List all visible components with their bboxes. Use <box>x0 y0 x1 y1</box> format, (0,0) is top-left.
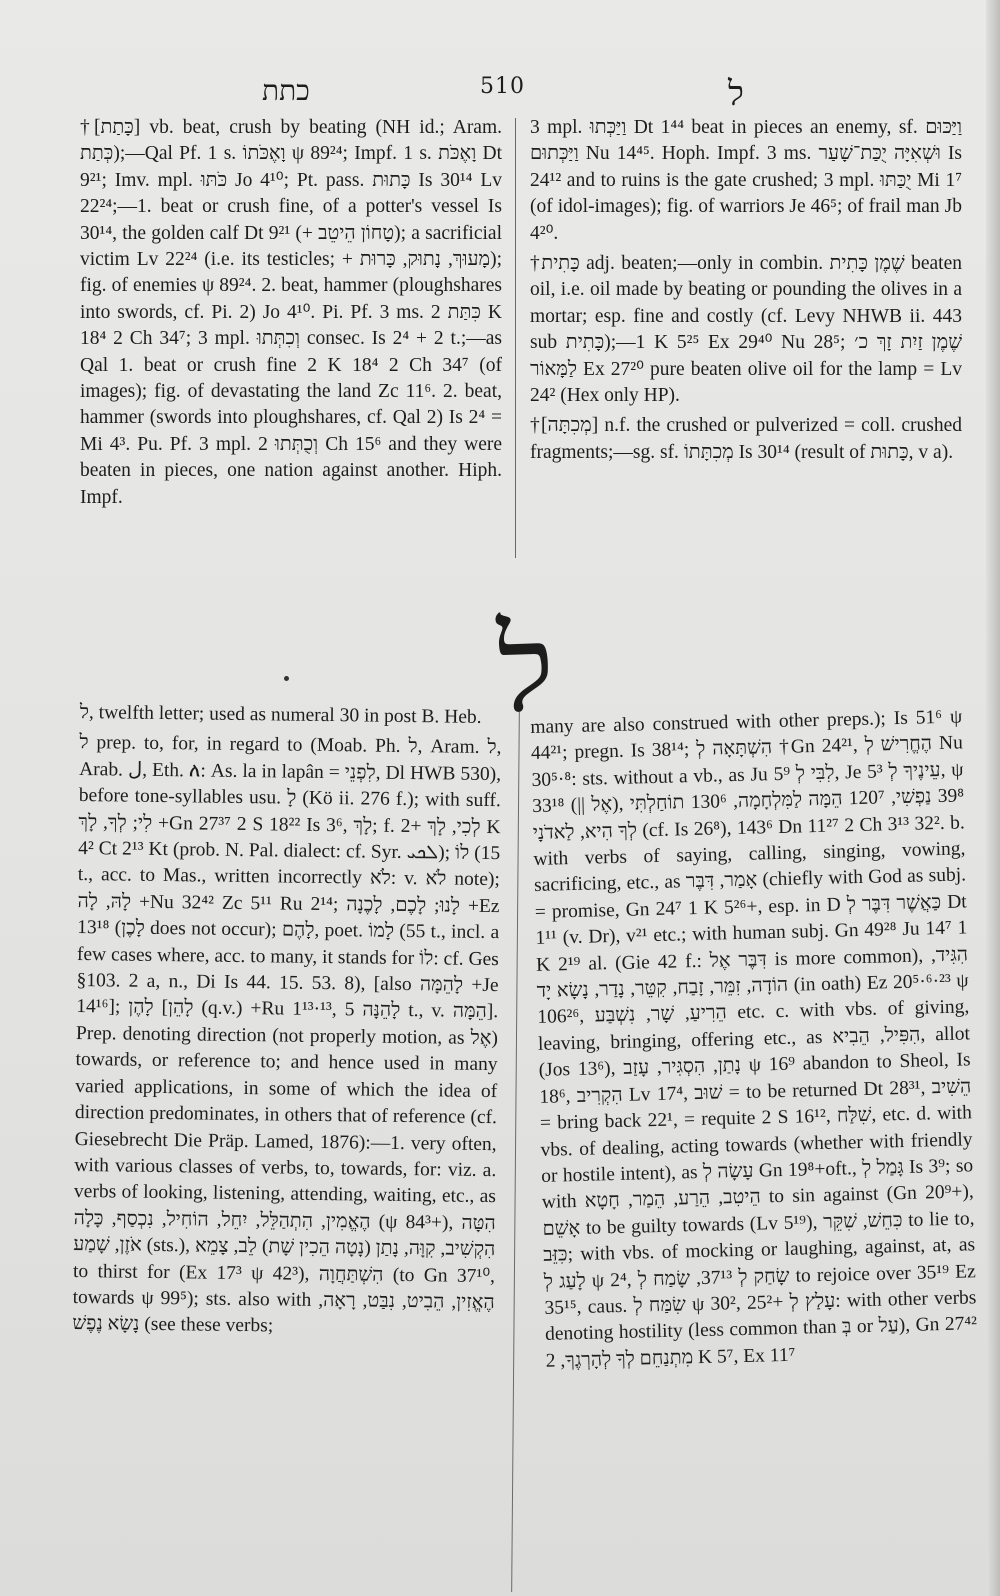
column-top-left <box>80 115 502 515</box>
page-edge-shadow <box>986 0 1000 1596</box>
print-speck <box>284 676 289 681</box>
section-letter-lamed: ל <box>495 599 557 740</box>
page-number: 510 <box>480 74 525 99</box>
column-top-right <box>530 115 962 470</box>
entry-katat-continued: 3 mpl. וַיַּכְּתוּ Dt 1⁴⁴ beat in pieces an enemy, sf. וַיַּכּוּם וַיַּכְּתוּם Nu 14⁴⁵. Hoph. Impf. 3 ms. וּשְׁאִיָּה יֻכַּת־שָׁעַר Is 24¹² and to ruins is the gate crushed; 3 mpl. יֻכַּתּוּ Mi 1⁷ (of idol-images); fig. of warriors Je 46⁵; of frail man Jb 4²⁰. <box>530 117 962 244</box>
column-divider-top <box>515 118 516 558</box>
running-head-left: כתת <box>262 74 310 107</box>
entry-lamed-prep: ל prep. to, for, in regard to (Moab. Ph. ל, Aram. ל, Arab. ل, Eth. ለ: As. la in lapân = לִפְנֵי, Dl HWB 530), before tone-syllables usu. לָ (Kö ii. 276 f.); with suff. לִי; לְךָ, לָךְ +Gn 27³⁷ 2 S 18²² Is 3⁶, לָךְ; f. לְכִי, לָךְ +2 K 4² Ct 2¹³ Kt (prob. N. Pal. dialect: cf. Syr. ܠܟܝ); לוֹ (15 t., acc. to Mas., written incorrectly לֹא: v. לֹא note); לָהּ, לָה +Nu 32⁴² Zc 5¹¹ Ru 2¹⁴; לָנוּ; לָכֶם, לָכֶנָה +Ez 13¹⁸ (לָכֶן does not occur); לָהֶם, poet. לָמוֹ (55 t., incl. a few cases where, acc. to many, it stands for לוֹ: cf. Ges §103. 2 a, n., Di Is 44. 15. 53. 8), [also לָהֵמָּה +Je 14¹⁶]; לָהֶן [לָהֵן (q.v.) +Ru 1¹³·¹³, לָהֵנָּה 5 t., v. הֵמָּה]. Prep. denoting direction (not properly motion, as אֶל) towards, or reference to; and hence used in many varied applications, in some of which the idea of direction predominates, in others that of reference (cf. Giesebrecht Die Präp. Lamed, 1876):—1. very often, with various classes of verbs, to, towards, for: viz. a. verbs of looking, listening, attending, waiting, etc., as הֶאֱמִין, הִתְהַלֵּל, יִחֵל, הוֹחִיל, נִכְסַף, כָּלָה (ψ 84³+), הִטָּה אֹזֶן, שָׁמַע (sts.), הִקְשִׁיב, קִוָּה, נָתַן (נָטָה הֵכִין שָׁת) לֵב, צָמֵא to thirst for (Ex 17³ ψ 42³), הִשְׁתַּחֲוָה (to Gn 37¹⁰, towards ψ 99⁵); sts. also with הֶאֱזִין, הֵבִיט, נִבַּט, רָאָה, נָשָׂא נֶפֶשׁ (see these verbs; <box>72 732 502 1337</box>
column-bottom-right <box>530 704 978 1379</box>
running-head-right: ל <box>728 74 744 114</box>
column-divider-bottom <box>511 712 520 1592</box>
entry-katit: †כָּתִית adj. beaten;—only in combin. שֶׁמֶן כָּתִית beaten oil, i.e. oil made by beating or pounding the olives in a mortar; esp. fine and costly (cf. Levy NHWB ii. 443 sub כָּתִית);—1 K 5²⁵ Ex 29⁴⁰ Nu 28⁵; שֶׁמֶן זַיִת זָךְ כ׳ לַמָּאוֹר Ex 27²⁰ pure beaten olive oil for the lamp = Lv 24² (Hex only HP). <box>530 253 963 407</box>
entry-lamed-letter: ל, twelfth letter; used as numeral 30 in post B. Heb. <box>79 701 482 728</box>
column-bottom-left <box>72 700 502 1347</box>
entry-katat: †[כָּתַת] vb. beat, crush by beating (NH id.; Aram. כְּתַת);—Qal Pf. 1 s. וָאֶכֹּתוֹ ψ 89²⁴; Impf. 1 s. וָאֶכֹּת Dt 9²¹; Imv. mpl. כֹּתּוּ Jo 4¹⁰; Pt. pass. כָּתוּת Is 30¹⁴ Lv 22²⁴;—1. beat or crush fine, of a potter's vessel Is 30¹⁴, the golden calf Dt 9²¹ (+ טָחוֹן הֵיטֵב); a sacrificial victim Lv 22²⁴ (i.e. its testicles; + מָעוּךְ, נָתוּק, כָּרוּת); fig. of enemies ψ 89²⁴. 2. beat, hammer (ploughshares into swords, cf. Pi. 2) Jo 4¹⁰. Pi. Pf. 3 ms. כִּתַּת 2 K 18⁴ 2 Ch 34⁷; 3 mpl. וְכִתְּתוּ consec. Is 2⁴ + 2 t.;—as Qal 1. beat or crush fine 2 K 18⁴ 2 Ch 34⁷ (of images); fig. of devastating the land Zc 11⁶. 2. beat, hammer (swords into ploughshares, cf. Qal 2) Is 2⁴ = Mi 4³. Pu. Pf. 3 mpl. וְכֻתְּתוּ 2 Ch 15⁶ and they were beaten in pieces, one nation against another. Hiph. Impf. <box>80 117 503 508</box>
entry-mekittah: †[מְכִתָּה] n.f. the crushed or pulverized = coll. crushed fragments;—sg. sf. מְכִתָּתוֹ Is 30¹⁴ (result of כָּתוּת, v a). <box>530 415 962 463</box>
entry-lamed-prep-continued: many are also construed with other preps.); Is 51⁶ ψ 44²¹; pregn. Is 38¹⁴; הִשְׁתָּאָה לְ †Gn 24²¹, הֶחֱרִישׁ לְ Nu 30⁵·⁸: sts. without a vb., as Ju 5⁹ לִבִּי לְ, Je 5³ עֵינֶיךָ לְ, ψ 33¹⁸ (|| אֶל), 39⁸ נַפְשִׁי, 120⁷ הֵמָּה לַמִּלְחָמָה, 130⁶ תוֹחַלְתִּי לְךָ הִיא, לַאדֹנָי (cf. Is 26⁸), 143⁶ Dn 11²⁷ 2 Ch 3¹³ 32². b. with verbs of saying, calling, singing, vowing, sacrificing, etc., as אָמַר, דִּבֶּר (chiefly with God as subj. = promise, Gn 24⁷ 1 K 5²⁶+, esp. in D כַּאֲשֶׁר דִּבֶּר לְ Dt 1¹¹ (v. Dr), v²¹ etc.; with human subj. Gn 49²⁸ Ju 14⁷ 1 K 2¹⁹ al. (Gie 42 f.: דִּבֶּר אֶל is more common), הִגִּיד, הוֹדָה, זִמֵּר, זָבַח, קִטֵּר, נָדַר, נָשָׂא יָד (in oath) Ez 20⁵·⁶·²³ ψ 106²⁶, הֵרִיעַ, שָׁר, נִשְׁבַּע etc. c. with vbs. of giving, leaving, bringing, offering etc., as הִפִּיל, הֵבִיא, allot (Jos 13⁶), נָתַן, הִסְגִּיר, עָזַב ψ 16⁹ abandon to Sheol, Is 18⁶, הִקְרִיב Lv 17⁴, שׁוּב = to be returned Dt 28³¹, הֵשִׁיב = bring back 22¹, = requite 2 S 16¹², שִׁלַּח, etc. d. with vbs. of dealing, acting towards (whether with friendly or hostile intent), as עָשָׂה לְ Gn 19⁸+oft., גָּמַל לְ Is 3⁹; so with הֵיטִב, הֵרַע, הֵמַר, חָטָא to sin against (Gn 20⁹+), אָשֵׁם to be guilty towards (Lv 5¹⁹), כִּחֵשׁ, שִׁקֵּר to lie to, כִּזֵּב; with vbs. of mocking or laughing, against, at, as לָעַג לְ ψ 2⁴, שָׂחַק לְ 37¹³, שָׂמַח לְ to rejoice over 35¹⁹ Ez 35¹⁵, caus. שִׂמַּח לְ ψ 30², עָלַץ לְ +25²: with other verbs denoting hostility (less common than בְּ or עַל), Gn 27⁴² מִתְנַחֵם לְךָ לְהָרְגֶךָ, 2 K 5⁷, Ex 11⁷ <box>530 706 978 1372</box>
